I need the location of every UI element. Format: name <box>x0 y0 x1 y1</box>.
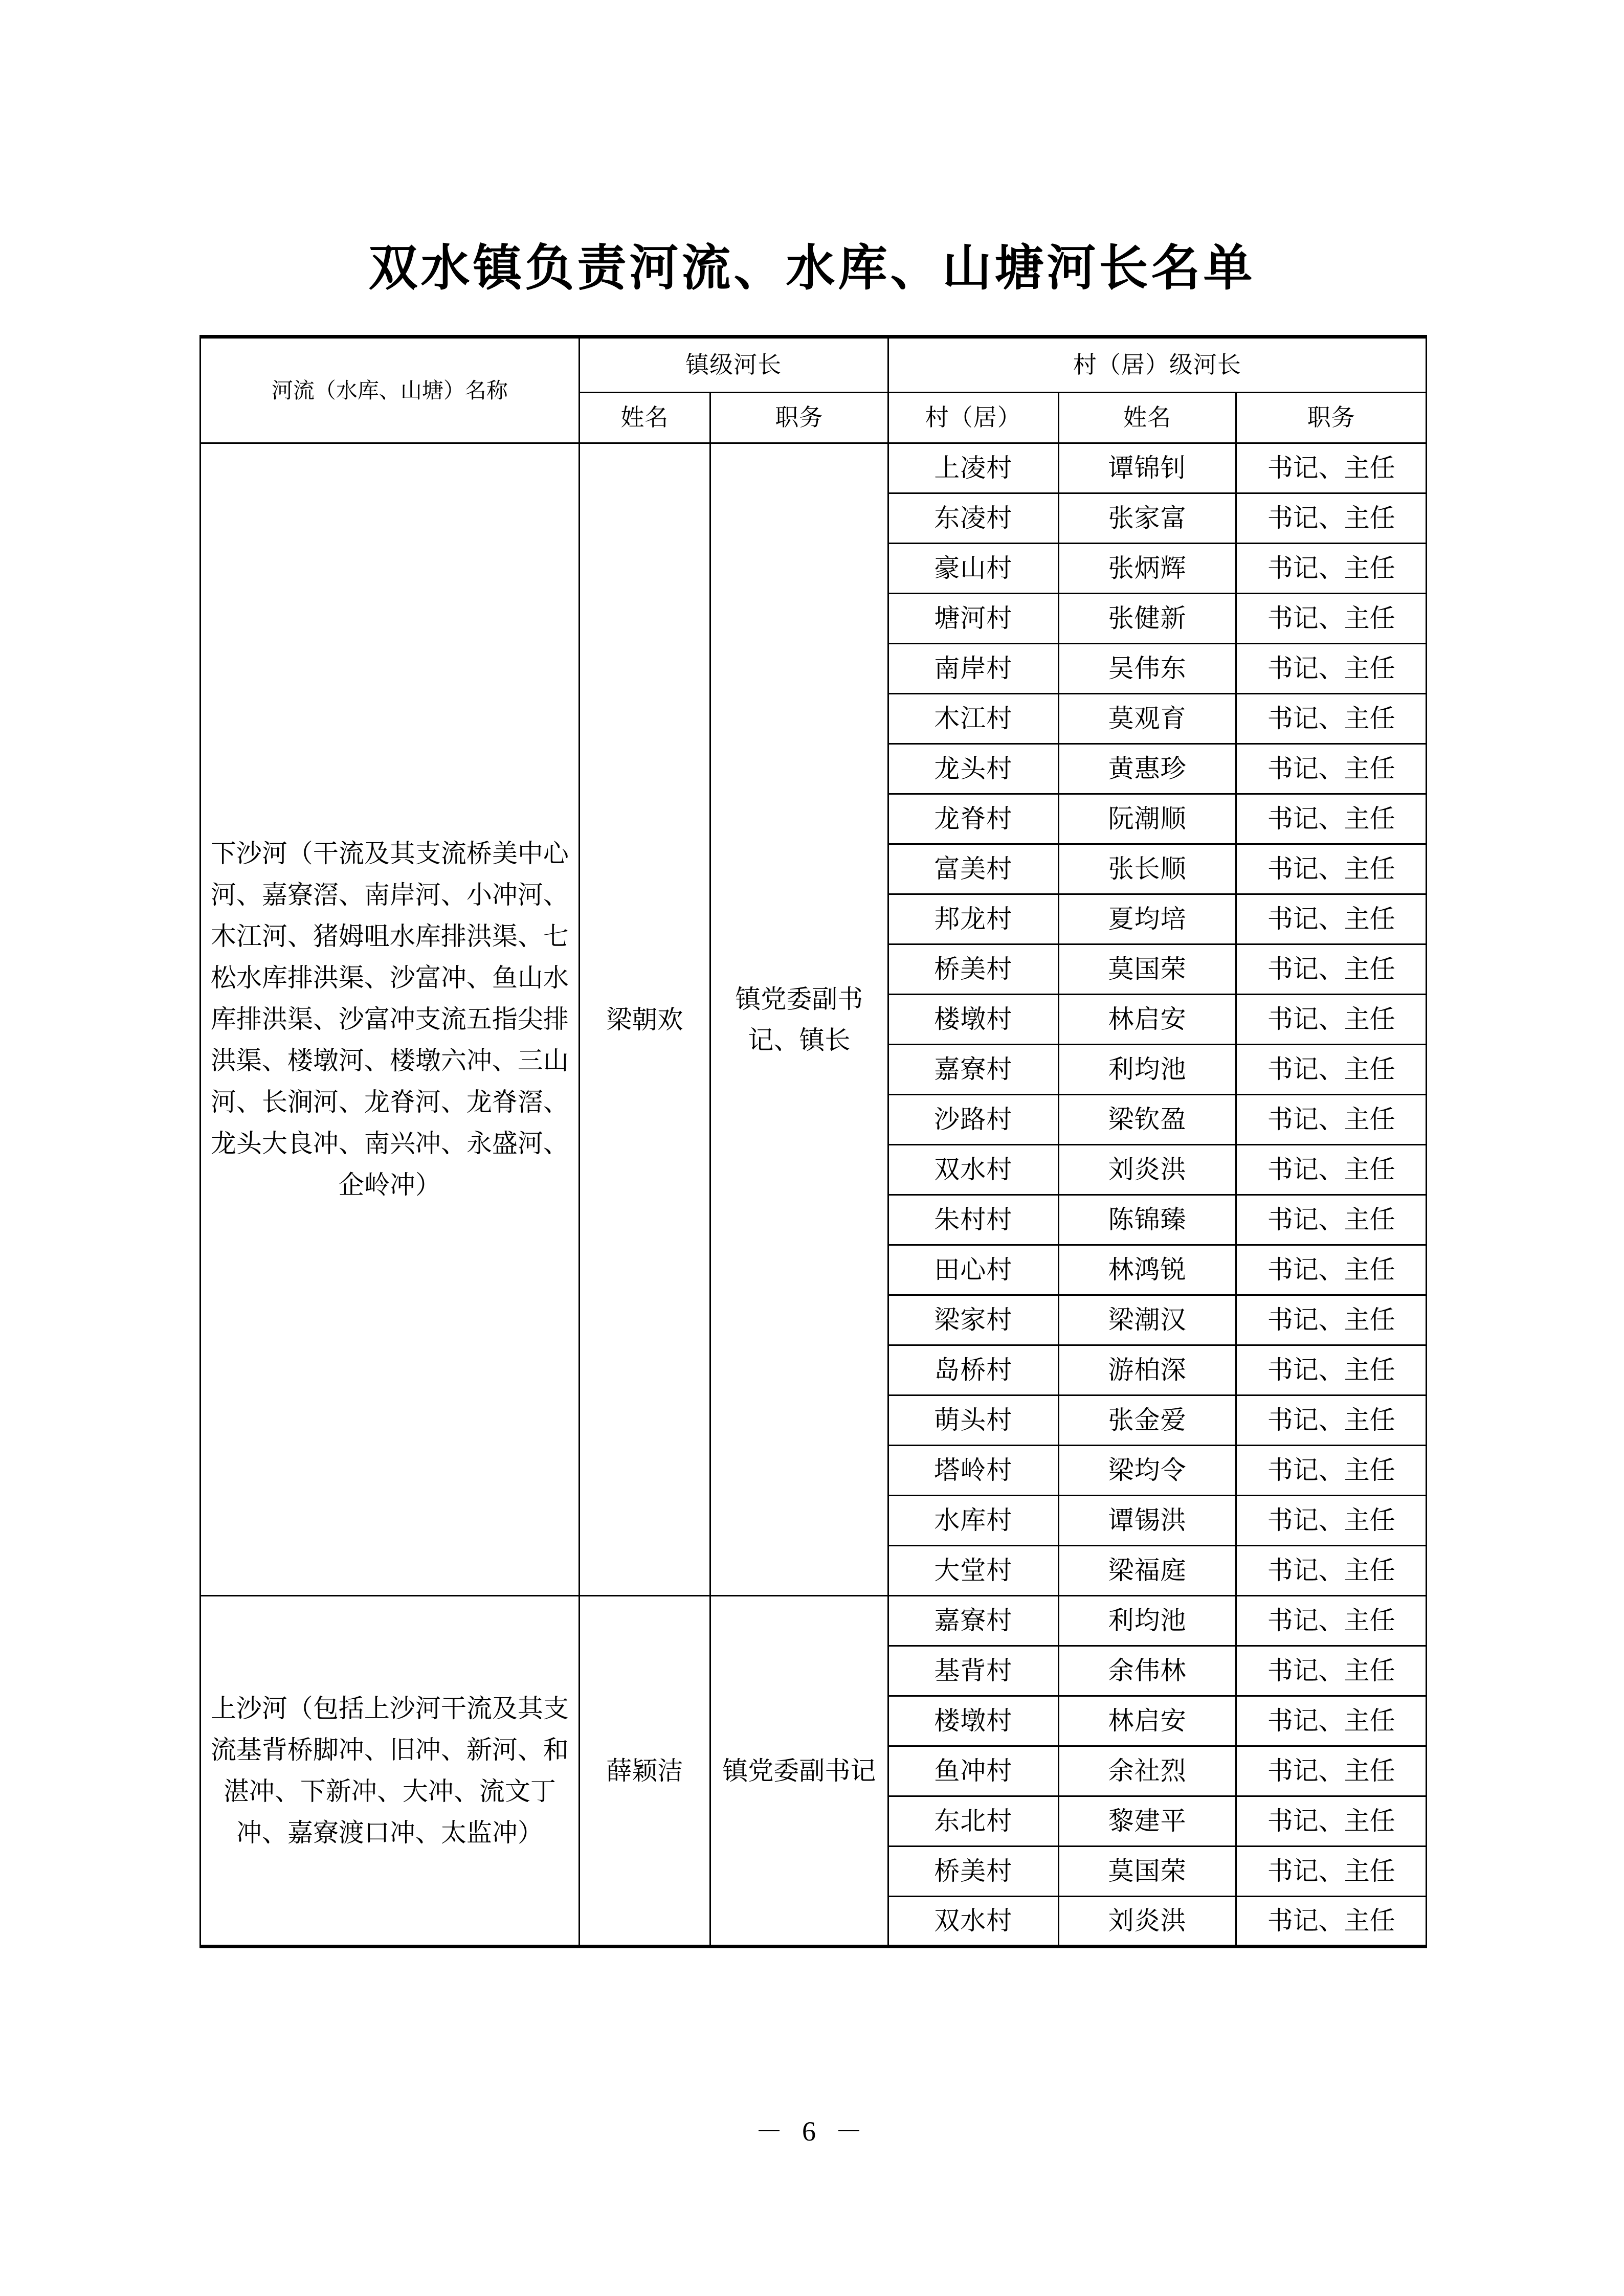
village-name-cell: 双水村 <box>888 1145 1058 1195</box>
village-chief-name-cell: 梁钦盈 <box>1058 1095 1236 1145</box>
table-header <box>201 337 1427 443</box>
river-chief-table-container <box>199 335 1427 1948</box>
village-chief-role-cell: 书记、主任 <box>1236 1145 1427 1195</box>
table-row <box>201 443 1427 493</box>
header-river-name: 河流（水库、山塘）名称 <box>201 337 580 443</box>
village-name-cell: 水库村 <box>888 1496 1058 1546</box>
village-chief-name-cell: 余社烈 <box>1058 1746 1236 1796</box>
village-name-cell: 大堂村 <box>888 1546 1058 1596</box>
river-chief-table <box>199 335 1427 1948</box>
village-chief-name-cell: 黎建平 <box>1058 1796 1236 1847</box>
village-name-cell: 桥美村 <box>888 944 1058 995</box>
village-name-cell: 嘉寮村 <box>888 1045 1058 1095</box>
river-name-cell: 上沙河（包括上沙河干流及其支流基背桥脚冲、旧冲、新河、和湛冲、下新冲、大冲、流文丁冲、嘉寮渡口冲、太监冲） <box>201 1596 580 1947</box>
village-name-cell: 沙路村 <box>888 1095 1058 1145</box>
village-chief-role-cell: 书记、主任 <box>1236 1395 1427 1446</box>
village-name-cell: 朱村村 <box>888 1195 1058 1245</box>
village-chief-role-cell: 书记、主任 <box>1236 493 1427 544</box>
header-row-groups <box>201 337 1427 393</box>
village-name-cell: 豪山村 <box>888 544 1058 594</box>
village-chief-name-cell: 张长顺 <box>1058 844 1236 894</box>
village-chief-name-cell: 游柏深 <box>1058 1345 1236 1395</box>
village-name-cell: 东北村 <box>888 1796 1058 1847</box>
table-row <box>201 1596 1427 1646</box>
header-village-person: 姓名 <box>1058 393 1236 443</box>
village-name-cell: 楼墩村 <box>888 1696 1058 1746</box>
village-name-cell: 萌头村 <box>888 1395 1058 1446</box>
village-chief-role-cell: 书记、主任 <box>1236 744 1427 794</box>
village-name-cell: 梁家村 <box>888 1295 1058 1345</box>
village-chief-role-cell: 书记、主任 <box>1236 1897 1427 1947</box>
village-chief-role-cell: 书记、主任 <box>1236 1546 1427 1596</box>
village-name-cell: 南岸村 <box>888 644 1058 694</box>
village-name-cell: 双水村 <box>888 1897 1058 1947</box>
town-chief-name-cell: 梁朝欢 <box>579 443 710 1596</box>
village-chief-role-cell: 书记、主任 <box>1236 1295 1427 1345</box>
header-village: 村（居） <box>888 393 1058 443</box>
village-chief-role-cell: 书记、主任 <box>1236 1596 1427 1646</box>
village-chief-role-cell: 书记、主任 <box>1236 1095 1427 1145</box>
village-chief-role-cell: 书记、主任 <box>1236 944 1427 995</box>
header-town-chief-group: 镇级河长 <box>579 337 888 393</box>
village-name-cell: 岛桥村 <box>888 1345 1058 1395</box>
header-village-role: 职务 <box>1236 393 1427 443</box>
village-name-cell: 木江村 <box>888 694 1058 744</box>
village-name-cell: 田心村 <box>888 1245 1058 1295</box>
village-chief-name-cell: 黄惠珍 <box>1058 744 1236 794</box>
village-name-cell: 塘河村 <box>888 594 1058 644</box>
village-name-cell: 龙头村 <box>888 744 1058 794</box>
village-chief-name-cell: 谭锡洪 <box>1058 1496 1236 1546</box>
village-chief-name-cell: 陈锦臻 <box>1058 1195 1236 1245</box>
village-chief-name-cell: 林启安 <box>1058 995 1236 1045</box>
village-chief-role-cell: 书记、主任 <box>1236 1446 1427 1496</box>
village-chief-name-cell: 莫观育 <box>1058 694 1236 744</box>
table-body <box>201 443 1427 1947</box>
page-title: 双水镇负责河流、水库、山塘河长名单 <box>368 239 1256 297</box>
village-chief-role-cell: 书记、主任 <box>1236 1746 1427 1796</box>
village-name-cell: 塔岭村 <box>888 1446 1058 1496</box>
village-chief-role-cell: 书记、主任 <box>1236 1496 1427 1546</box>
village-name-cell: 桥美村 <box>888 1847 1058 1897</box>
village-chief-name-cell: 梁福庭 <box>1058 1546 1236 1596</box>
village-chief-role-cell: 书记、主任 <box>1236 995 1427 1045</box>
village-chief-role-cell: 书记、主任 <box>1236 1245 1427 1295</box>
village-chief-name-cell: 谭锦钊 <box>1058 443 1236 493</box>
village-chief-name-cell: 张金爱 <box>1058 1395 1236 1446</box>
village-chief-name-cell: 夏均培 <box>1058 894 1236 944</box>
village-chief-name-cell: 张炳辉 <box>1058 544 1236 594</box>
town-chief-name-cell: 薛颖洁 <box>579 1596 710 1947</box>
village-name-cell: 邦龙村 <box>888 894 1058 944</box>
village-chief-role-cell: 书记、主任 <box>1236 894 1427 944</box>
village-name-cell: 基背村 <box>888 1646 1058 1696</box>
village-name-cell: 鱼冲村 <box>888 1746 1058 1796</box>
village-chief-role-cell: 书记、主任 <box>1236 594 1427 644</box>
town-chief-role-cell: 镇党委副书记 <box>710 1596 888 1947</box>
village-chief-name-cell: 张健新 <box>1058 594 1236 644</box>
village-chief-role-cell: 书记、主任 <box>1236 694 1427 744</box>
village-name-cell: 楼墩村 <box>888 995 1058 1045</box>
village-chief-name-cell: 刘炎洪 <box>1058 1145 1236 1195</box>
village-chief-name-cell: 梁潮汉 <box>1058 1295 1236 1345</box>
village-chief-name-cell: 利均池 <box>1058 1045 1236 1095</box>
village-chief-role-cell: 书记、主任 <box>1236 1847 1427 1897</box>
village-chief-name-cell: 莫国荣 <box>1058 944 1236 995</box>
village-name-cell: 龙脊村 <box>888 794 1058 844</box>
village-chief-name-cell: 阮潮顺 <box>1058 794 1236 844</box>
village-chief-role-cell: 书记、主任 <box>1236 443 1427 493</box>
village-chief-role-cell: 书记、主任 <box>1236 794 1427 844</box>
town-chief-role-cell: 镇党委副书记、镇长 <box>710 443 888 1596</box>
village-chief-name-cell: 林鸿锐 <box>1058 1245 1236 1295</box>
village-chief-role-cell: 书记、主任 <box>1236 1796 1427 1847</box>
village-chief-role-cell: 书记、主任 <box>1236 644 1427 694</box>
header-town-person: 姓名 <box>579 393 710 443</box>
village-chief-name-cell: 刘炎洪 <box>1058 1897 1236 1947</box>
village-chief-name-cell: 张家富 <box>1058 493 1236 544</box>
village-chief-role-cell: 书记、主任 <box>1236 844 1427 894</box>
village-chief-name-cell: 莫国荣 <box>1058 1847 1236 1897</box>
village-chief-role-cell: 书记、主任 <box>1236 1646 1427 1696</box>
header-town-role: 职务 <box>710 393 888 443</box>
village-chief-role-cell: 书记、主任 <box>1236 1045 1427 1095</box>
village-name-cell: 上凌村 <box>888 443 1058 493</box>
page-number: － 6 － <box>755 2116 869 2147</box>
village-name-cell: 嘉寮村 <box>888 1596 1058 1646</box>
village-name-cell: 东凌村 <box>888 493 1058 544</box>
village-chief-name-cell: 林启安 <box>1058 1696 1236 1746</box>
village-name-cell: 富美村 <box>888 844 1058 894</box>
village-chief-name-cell: 利均池 <box>1058 1596 1236 1646</box>
village-chief-name-cell: 吴伟东 <box>1058 644 1236 694</box>
village-chief-role-cell: 书记、主任 <box>1236 1696 1427 1746</box>
header-village-chief-group: 村（居）级河长 <box>888 337 1426 393</box>
village-chief-role-cell: 书记、主任 <box>1236 1345 1427 1395</box>
village-chief-name-cell: 余伟林 <box>1058 1646 1236 1696</box>
river-name-cell: 下沙河（干流及其支流桥美中心河、嘉寮滘、南岸河、小冲河、木江河、猪姆咀水库排洪渠、七松水库排洪渠、沙富冲、鱼山水库排洪渠、沙富冲支流五指尖排洪渠、楼墩河、楼墩六冲、三山河、长涧河、龙脊河、龙脊滘、龙头大良冲、南兴冲、永盛河、企岭冲） <box>201 443 580 1596</box>
village-chief-name-cell: 梁均令 <box>1058 1446 1236 1496</box>
village-chief-role-cell: 书记、主任 <box>1236 1195 1427 1245</box>
village-chief-role-cell: 书记、主任 <box>1236 544 1427 594</box>
